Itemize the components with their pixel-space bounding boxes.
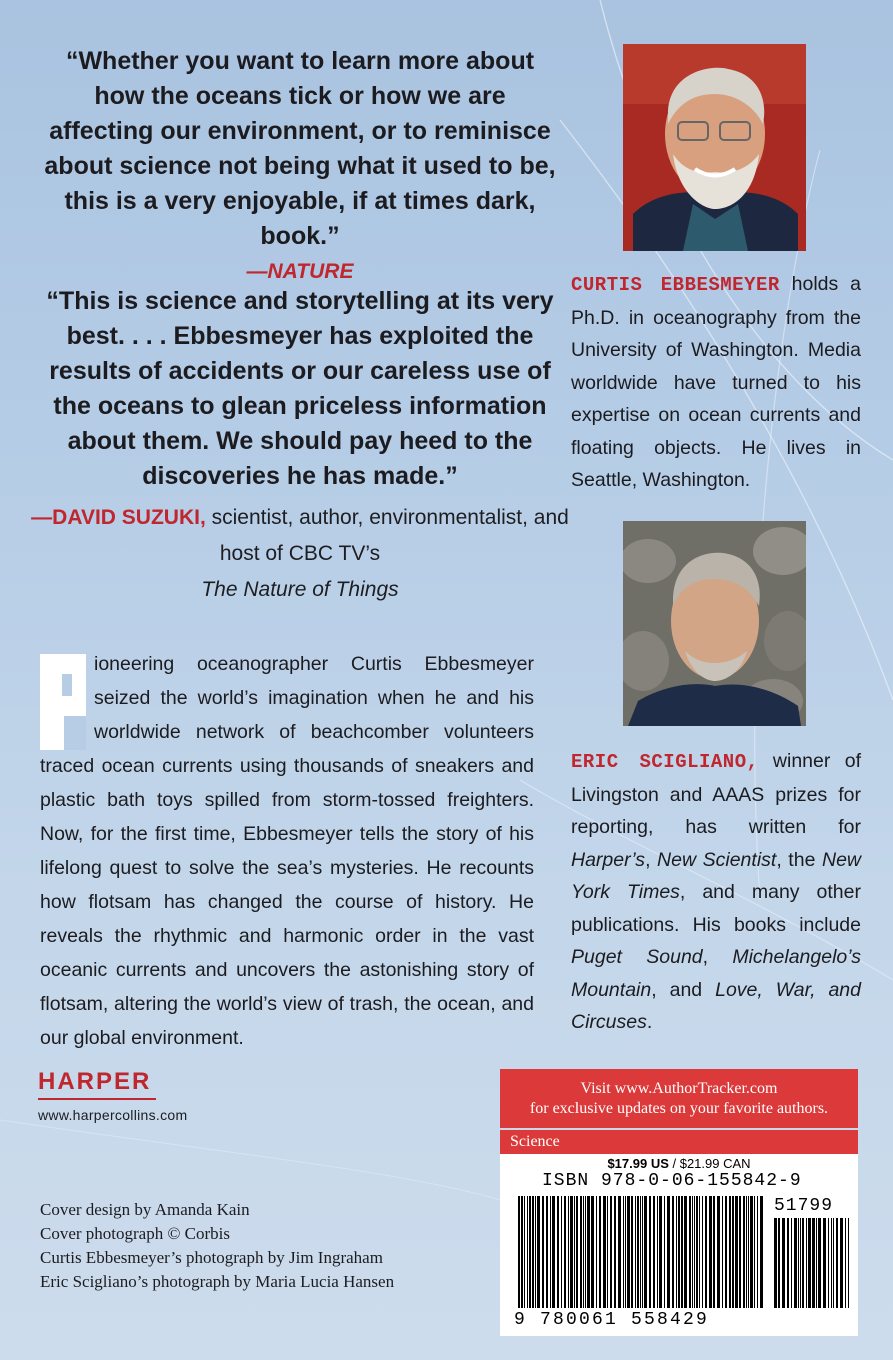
barcode-bar — [623, 1196, 624, 1308]
author-bio-part: New Scientist — [657, 848, 777, 871]
cover-credits — [40, 1198, 394, 1294]
barcode-bar — [561, 1196, 562, 1308]
barcode-bar — [722, 1196, 723, 1308]
quote-source-show: The Nature of Things — [201, 578, 399, 601]
author-bio-part: , and many other publications. His books include — [571, 881, 861, 936]
barcode-bar — [576, 1196, 578, 1308]
author-photo-eric — [623, 521, 806, 726]
barcode-bar — [564, 1196, 566, 1308]
barcode-bar — [831, 1218, 832, 1308]
supplement-barcode — [774, 1218, 852, 1308]
credit-line: Curtis Ebbesmeyer’s photograph by Jim Ingraham — [40, 1248, 383, 1267]
barcode-bar — [757, 1196, 758, 1308]
promo-line: for exclusive updates on your favorite authors. — [529, 1100, 829, 1117]
credit-line: Eric Scigliano’s photograph by Maria Lucia Hansen — [40, 1272, 395, 1291]
authortracker-promo — [500, 1069, 858, 1128]
author-bio-part: Harper’s — [571, 848, 646, 871]
barcode-panel — [500, 1154, 858, 1336]
barcode-bar — [729, 1196, 731, 1308]
barcode-bar — [596, 1196, 597, 1308]
barcode-bar — [833, 1218, 834, 1308]
category-label: Science — [500, 1130, 858, 1154]
barcode-bar — [657, 1196, 658, 1308]
barcode-bar — [535, 1196, 536, 1308]
barcode-bar — [689, 1196, 691, 1308]
barcode-bar — [802, 1218, 804, 1308]
barcode-bar — [696, 1196, 698, 1308]
barcode-bar — [591, 1196, 594, 1308]
barcode-bar — [653, 1196, 655, 1308]
barcode-bar — [778, 1218, 780, 1308]
barcode-bar — [848, 1218, 849, 1308]
barcode-bar — [550, 1196, 551, 1308]
barcode-bar — [580, 1196, 582, 1308]
barcode-bar — [702, 1196, 703, 1308]
barcode-bar — [618, 1196, 621, 1308]
barcode-bar — [667, 1196, 670, 1308]
barcode-bar — [599, 1196, 601, 1308]
isbn-text: ISBN 978-0-06-155842-9 — [542, 1171, 802, 1191]
dropcap-spacer — [40, 647, 94, 749]
author-bio-part: , the — [776, 848, 822, 871]
barcode-bar — [631, 1196, 633, 1308]
barcode-bar — [614, 1196, 616, 1308]
barcode-bar — [527, 1196, 528, 1308]
barcode-bar — [787, 1218, 789, 1308]
credit-line: Cover photograph © Corbis — [40, 1224, 230, 1243]
quote-source: —NATURE — [246, 260, 354, 283]
barcode-bar — [798, 1218, 799, 1308]
barcode-bar — [754, 1196, 755, 1308]
barcode-bar — [812, 1218, 815, 1308]
barcode-bar — [659, 1196, 662, 1308]
barcode-bar — [678, 1196, 680, 1308]
barcode-bar — [746, 1196, 747, 1308]
barcode-bar — [748, 1196, 749, 1308]
barcode-bar — [546, 1196, 548, 1308]
barcode-bar — [836, 1218, 838, 1308]
barcode-bar — [713, 1196, 715, 1308]
barcode-bar — [557, 1196, 559, 1308]
barcode-bar — [649, 1196, 651, 1308]
barcode-bar — [529, 1196, 531, 1308]
author-bio-part: winner of Livingston and AAAS prizes for reporting, has written for — [571, 750, 862, 838]
barcode-bar — [840, 1218, 843, 1308]
quote-source-name: —DAVID SUZUKI, — [31, 506, 206, 529]
author-bio-part: New York Times — [571, 848, 861, 903]
barcode-bar — [644, 1196, 647, 1308]
barcode-bar — [518, 1196, 520, 1308]
barcode-bar — [642, 1196, 643, 1308]
barcode-bar — [806, 1218, 807, 1308]
author-bio-part: Puget Sound — [571, 946, 703, 968]
author-bio-part: Michelangelo’s Mountain — [571, 946, 861, 1001]
barcode-bar — [524, 1196, 525, 1308]
barcode-bar — [681, 1196, 683, 1308]
barcode-bar — [532, 1196, 534, 1308]
barcode-bar — [587, 1196, 590, 1308]
harper-logo: HARPER — [38, 1068, 152, 1095]
barcode-bar — [627, 1196, 630, 1308]
quote-text: “Whether you want to learn more about how the oceans tick or how we are affecting our environment, or to reminisce about science not being what it used to be, this is a very enjoyable, if at times dark, book.” — [44, 47, 556, 250]
barcode-bar — [808, 1218, 811, 1308]
author-name: CURTIS EBBESMEYER — [571, 274, 780, 296]
barcode-bar — [717, 1196, 720, 1308]
author-bio-curtis — [571, 268, 861, 497]
barcode-bar — [583, 1196, 584, 1308]
author-bio-text: holds a Ph.D. in oceanography from the University of Washington. Media worldwide have turned to his expertise on ocean currents and floating objects. He lives in Seattle, Washington. — [571, 273, 861, 491]
barcode-bar — [625, 1196, 626, 1308]
barcode-bar — [664, 1196, 665, 1308]
barcode-bar — [635, 1196, 636, 1308]
barcode-bar — [699, 1196, 700, 1308]
barcode-bar — [692, 1196, 693, 1308]
author-bio-part: , — [702, 946, 733, 968]
barcode-bar — [828, 1218, 829, 1308]
barcode-bar — [732, 1196, 734, 1308]
barcode-bar — [735, 1196, 738, 1308]
barcode-bar — [823, 1218, 826, 1308]
barcode-bar — [743, 1196, 745, 1308]
barcode-bar — [818, 1218, 821, 1308]
price-supplement-digits: 51799 — [774, 1196, 834, 1216]
credit-line: Cover design by Amanda Kain — [40, 1200, 250, 1219]
barcode-bar — [574, 1196, 575, 1308]
barcode-bar — [640, 1196, 641, 1308]
barcode-bar — [845, 1218, 846, 1308]
review-quote-nature — [40, 44, 560, 289]
barcode-bar — [774, 1218, 777, 1308]
barcode-bar — [568, 1196, 569, 1308]
promo-line: Visit www.AuthorTracker.com — [580, 1080, 778, 1097]
barcode-bar — [791, 1218, 792, 1308]
barcode-bar — [607, 1196, 608, 1308]
barcode-bar — [750, 1196, 753, 1308]
logo-rule — [38, 1098, 156, 1100]
barcode-bar — [585, 1196, 586, 1308]
barcode-bar — [684, 1196, 687, 1308]
author-photo-curtis — [623, 44, 806, 251]
barcode-bar — [672, 1196, 674, 1308]
ean-digits: 9 780061 558429 — [514, 1310, 710, 1330]
barcode-bar — [739, 1196, 741, 1308]
barcode-bar — [725, 1196, 727, 1308]
barcode-bar — [705, 1196, 707, 1308]
barcode-bar — [610, 1196, 612, 1308]
ean-barcode — [518, 1196, 763, 1308]
barcode-bar — [709, 1196, 712, 1308]
barcode-bar — [782, 1218, 785, 1308]
description-text: ioneering oceanographer Curtis Ebbesmeyer seized the world’s imagination when he and his worldwide network of beachcomber volunteers traced ocean currents using thousands of sneakers and plastic bath toys spilled from storm-tossed freighters. Now, for the first time, Ebbesmeyer tells the story of his lifelong quest to solve the sea’s mysteries. He recounts how flotsam has changed the course of history. He reveals the rhythmic and harmonic order in the vast oceanic currents and uncovers the astonishing story of flotsam, altering the world’s view of trash, the ocean, and our global environment. — [40, 653, 534, 1049]
price-label: $17.99 US / $21.99 CAN — [607, 1156, 751, 1171]
barcode-bar — [521, 1196, 523, 1308]
barcode-bar — [542, 1196, 544, 1308]
publisher-url[interactable]: www.harpercollins.com — [38, 1107, 188, 1123]
review-quote-suzuki — [30, 284, 570, 494]
quote-text: “This is science and storytelling at its very best. . . . Ebbesmeyer has exploited the results of accidents or our careless use of the oceans to glean priceless information about them. We should pay heed to the discoveries he has made.” — [46, 287, 554, 490]
barcode-bar — [816, 1218, 817, 1308]
book-description — [40, 647, 534, 1055]
barcode-bar — [800, 1218, 801, 1308]
barcode-bar — [694, 1196, 695, 1308]
barcode-bar — [760, 1196, 763, 1308]
barcode-bar — [603, 1196, 606, 1308]
quote-source-desc: scientist, author, environmentalist, and host of CBC TV’s — [205, 506, 569, 565]
author-bio-part: , — [645, 848, 658, 871]
author-bio-part: , and — [651, 978, 716, 1001]
quote-attribution — [30, 500, 570, 608]
author-name: ERIC SCIGLIANO, — [571, 751, 759, 773]
barcode-bar — [637, 1196, 639, 1308]
author-bio-eric — [571, 745, 861, 1039]
barcode-bar — [537, 1196, 540, 1308]
barcode-bar — [676, 1196, 677, 1308]
barcode-bar — [794, 1218, 797, 1308]
author-bio-part: . — [646, 1011, 653, 1033]
barcode-bar — [570, 1196, 573, 1308]
barcode-bar — [552, 1196, 555, 1308]
author-bio-part: Love, War, and Circuses — [571, 978, 861, 1033]
